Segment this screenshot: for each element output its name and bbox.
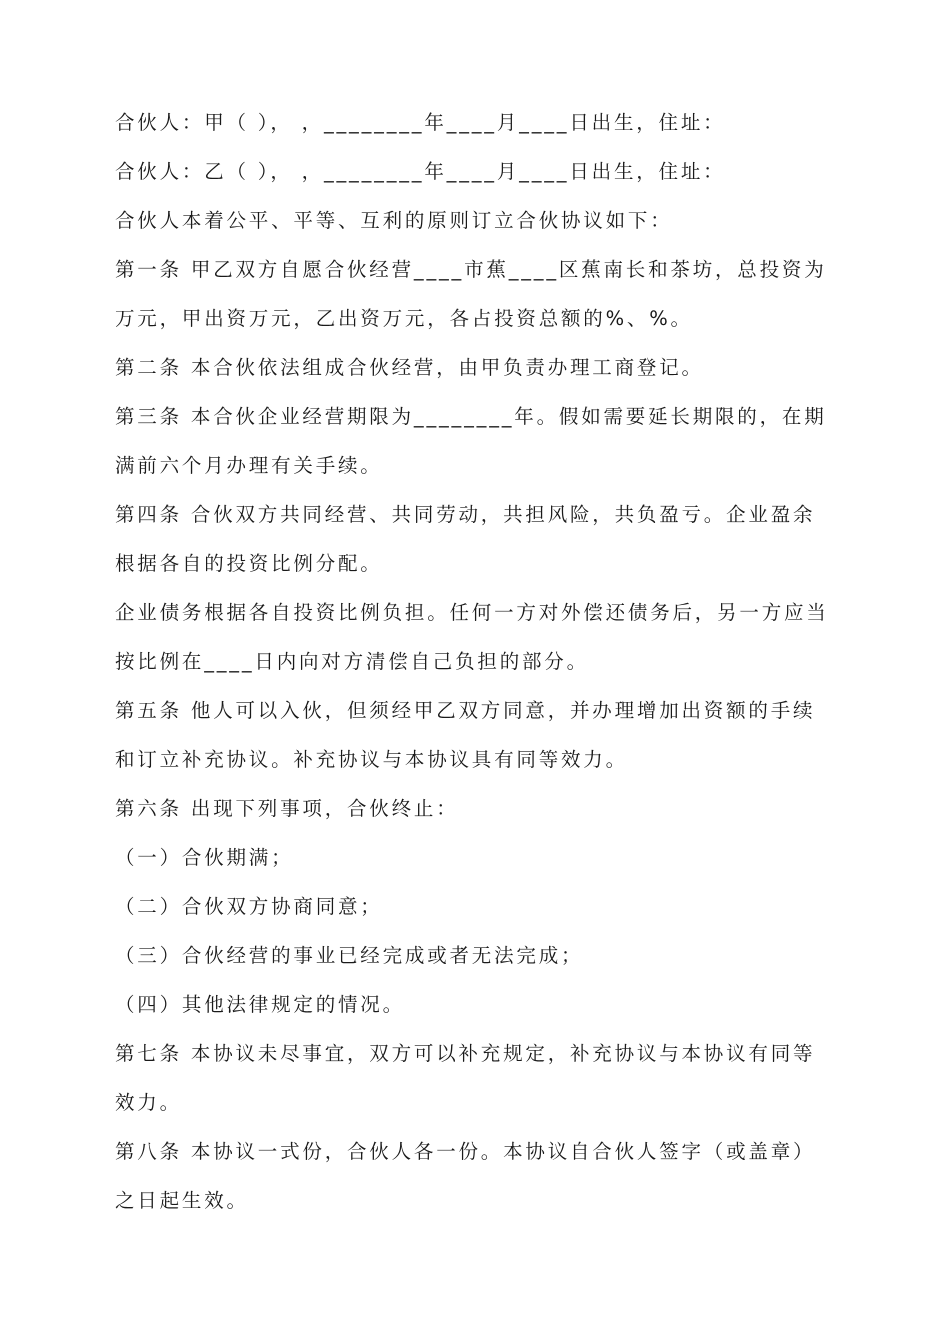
termination-item-2: （二）合伙双方协商同意； [115, 895, 383, 918]
debt-clause-line-2: 按比例在____日内向对方清偿自己负担的部分。 [115, 650, 589, 673]
partner-b-line: 合伙人：乙（ ）， ，________年____月____日出生，住址： [115, 160, 726, 183]
article-1-line-1: 第一条 甲乙双方自愿合伙经营____市蕉____区蕉南长和茶坊，总投资为 [115, 258, 827, 281]
article-8-line-2: 之日起生效。 [115, 1189, 249, 1212]
article-7-line-2: 效力。 [115, 1091, 182, 1114]
article-8-line-1: 第八条 本协议一式份，合伙人各一份。本协议自合伙人签字（或盖章） [115, 1140, 816, 1163]
termination-item-4: （四）其他法律规定的情况。 [115, 993, 405, 1016]
article-3-line-2: 满前六个月办理有关手续。 [115, 454, 383, 477]
article-6-line: 第六条 出现下列事项，合伙终止： [115, 797, 459, 820]
article-3-line-1: 第三条 本合伙企业经营期限为________年。假如需要延长期限的，在期 [115, 405, 827, 428]
debt-clause-line-1: 企业债务根据各自投资比例负担。任何一方对外偿还债务后，另一方应当 [115, 601, 829, 624]
article-2-line: 第二条 本合伙依法组成合伙经营，由甲负责办理工商登记。 [115, 356, 704, 379]
termination-item-1: （一）合伙期满； [115, 846, 294, 869]
termination-item-3: （三）合伙经营的事业已经完成或者无法完成； [115, 944, 584, 967]
article-1-line-2: 万元，甲出资万元，乙出资万元，各占投资总额的%、%。 [115, 307, 693, 330]
article-5-line-1: 第五条 他人可以入伙，但须经甲乙双方同意，并办理增加出资额的手续 [115, 699, 816, 722]
article-5-line-2: 和订立补充协议。补充协议与本协议具有同等效力。 [115, 748, 628, 771]
article-4-line-1: 第四条 合伙双方共同经营、共同劳动，共担风险，共负盈亏。企业盈余 [115, 503, 816, 526]
partner-a-line: 合伙人：甲（ ）， ，________年____月____日出生，住址： [115, 111, 726, 134]
agreement-body [115, 98, 840, 1225]
article-4-line-2: 根据各自的投资比例分配。 [115, 552, 383, 575]
preamble-line: 合伙人本着公平、平等、互利的原则订立合伙协议如下： [115, 209, 673, 232]
article-7-line-1: 第七条 本协议未尽事宜，双方可以补充规定，补充协议与本协议有同等 [115, 1042, 816, 1065]
